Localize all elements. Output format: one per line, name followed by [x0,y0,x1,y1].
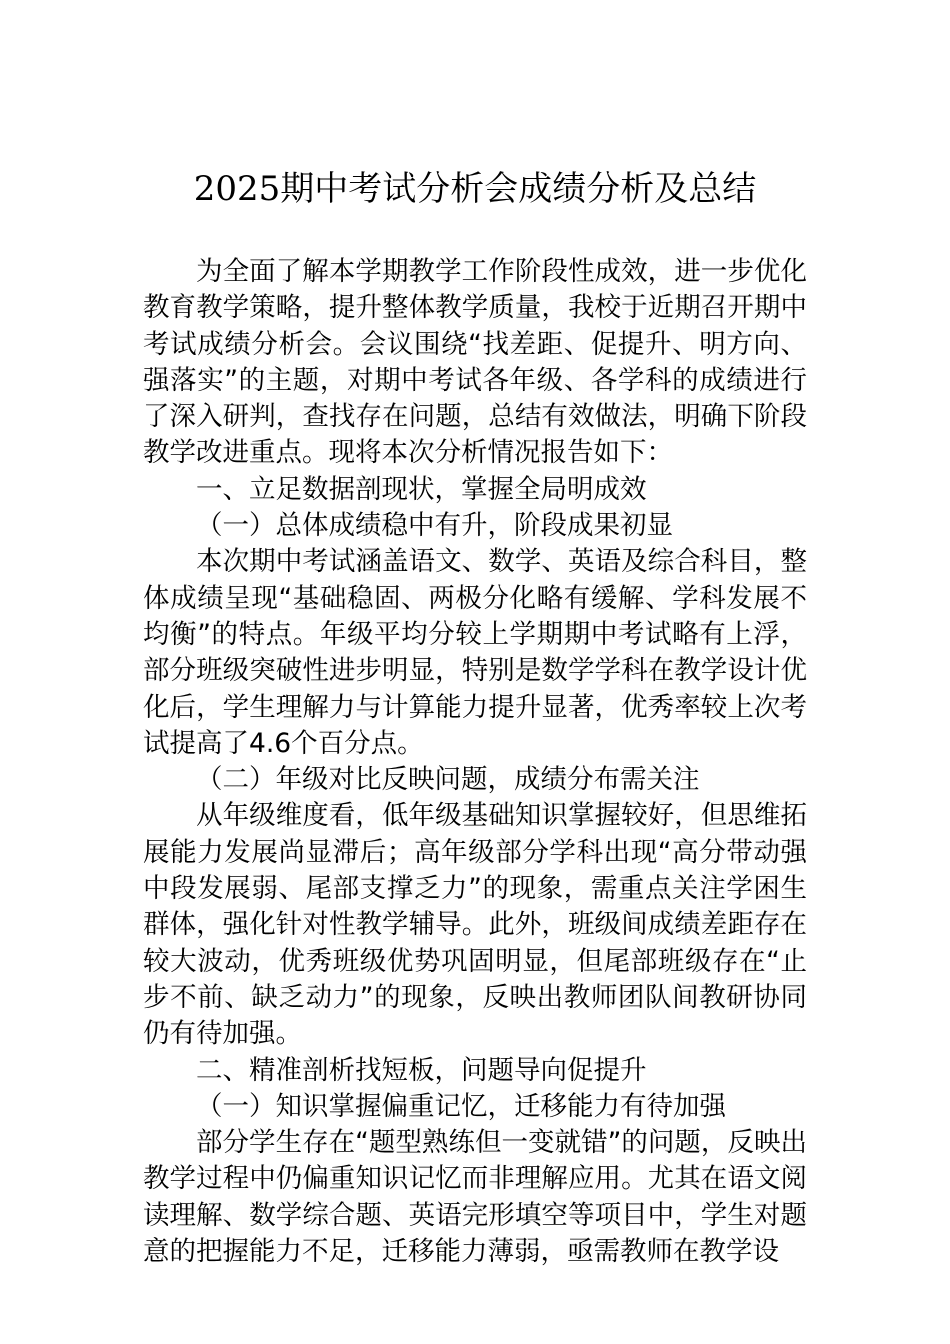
document-body [143,254,807,1270]
document-title: 2025期中考试分析会成绩分析及总结 [193,169,757,209]
paragraph-grade-comparison: 从年级维度看，低年级基础知识掌握较好，但思维拓展能力发展尚显滞后；高年级部分学科出现“高分带动强中段发展弱、尾部支撑乏力”的现象，需重点关注学困生群体，强化针对性教学辅导。此外，班级间成绩差距存在较大波动，优秀班级优势巩固明显，但尾部班级存在“止步不前、缺乏动力”的现象，反映出教师团队间教研协同仍有待加强。 [143,800,807,1050]
subsection-heading-1-2: （二）年级对比反映问题，成绩分布需关注 [196,764,700,796]
paragraph-overall-results: 本次期中考试涵盖语文、数学、英语及综合科目，整体成绩呈现“基础稳固、两极分化略有缓解、学科发展不均衡”的特点。年级平均分较上学期期中考试略有上浮，部分班级突破性进步明显，特别是数学学科在教学设计优化后，学生理解力与计算能力提升显著，优秀率较上次考试提高了4.6个百分点。 [143,546,807,759]
section-heading-1: 一、立足数据剖现状，掌握全局明成效 [196,473,647,505]
paragraph-intro: 为全面了解本学期教学工作阶段性成效，进一步优化教育教学策略，提升整体教学质量，我校于近期召开期中考试成绩分析会。会议围绕“找差距、促提升、明方向、强落实”的主题，对期中考试各年级、各学科的成绩进行了深入研判，查找存在问题，总结有效做法，明确下阶段教学改进重点。现将本次分析情况报告如下： [143,256,807,469]
subsection-heading-1-1: （一）总体成绩稳中有升，阶段成果初显 [196,510,673,542]
paragraph-knowledge-transfer: 部分学生存在“题型熟练但一变就错”的问题，反映出教学过程中仍偏重知识记忆而非理解应用。尤其在语文阅读理解、数学综合题、英语完形填空等项目中，学生对题意的把握能力不足，迁移能力薄弱，亟需教师在教学设 [143,1127,807,1268]
section-heading-2: 二、精准剖析找短板，问题导向促提升 [196,1054,647,1086]
subsection-heading-2-1: （一）知识掌握偏重记忆，迁移能力有待加强 [196,1090,726,1122]
